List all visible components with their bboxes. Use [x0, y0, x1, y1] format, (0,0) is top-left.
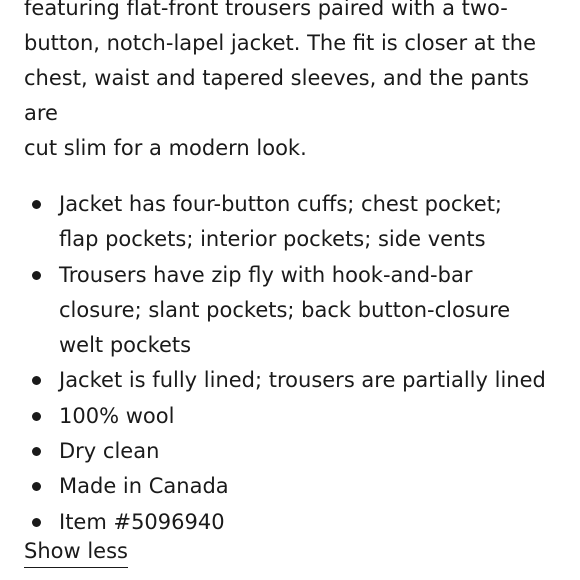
bullet-icon: [32, 482, 41, 491]
product-description: [24, 0, 564, 540]
detail-item: [24, 505, 564, 540]
detail-item-text: 100% wool: [59, 403, 175, 428]
bullet-icon: [32, 200, 41, 209]
detail-item: [24, 187, 564, 258]
details-list: [24, 187, 564, 540]
detail-item: [24, 363, 564, 398]
detail-item: [24, 399, 564, 434]
detail-item-text: Item #5096940: [59, 509, 225, 534]
detail-item-text: Jacket is fully lined; trousers are partially lined: [59, 368, 546, 393]
detail-item-text: Jacket has four-button cuffs; chest pocket; flap pockets; interior pockets; side vents: [59, 192, 503, 252]
bullet-icon: [32, 271, 41, 280]
show-less-link[interactable]: Show less: [24, 536, 128, 568]
detail-item-text: Made in Canada: [59, 474, 229, 499]
detail-item-text: Dry clean: [59, 439, 160, 464]
bullet-icon: [32, 518, 41, 527]
detail-item: [24, 258, 564, 364]
detail-item: [24, 469, 564, 504]
description-intro: featuring flat-front trousers paired with a two- button, notch-lapel jacket. The fit is closer at the chest, waist and tapered sleeves, and the pants are cut slim for a modern look.: [24, 0, 537, 160]
bullet-icon: [32, 376, 41, 385]
detail-item: [24, 434, 564, 469]
detail-item-text: Trousers have zip fly with hook-and-bar closure; slant pockets; back button-closure welt pockets: [59, 262, 511, 358]
bullet-icon: [32, 412, 41, 421]
bullet-icon: [32, 447, 41, 456]
